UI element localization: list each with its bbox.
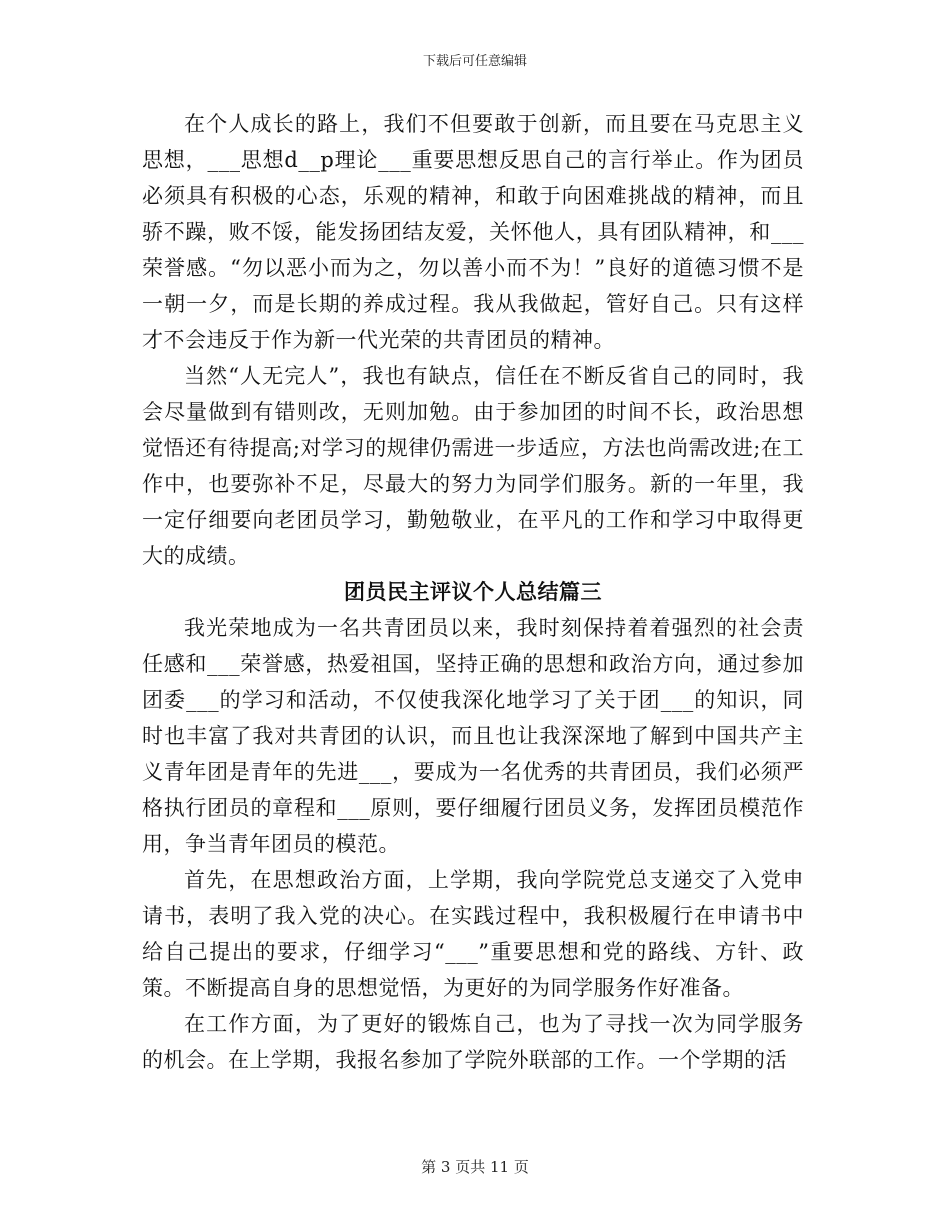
paragraph-5: 在工作方面，为了更好的锻炼自己，也为了寻找一次为同学服务的机会。在上学期，我报名参加了学院外联部的工作。一个学期的活 xyxy=(142,1012,804,1072)
document-body xyxy=(142,106,804,1078)
page-header: 下载后可任意编辑 xyxy=(422,54,527,69)
page-footer: 第 3 页共 11 页 xyxy=(421,1158,529,1176)
paragraph-1: 在个人成长的路上，我们不但要敢于创新，而且要在马克思主义思想，___思想d__p理论___重要思想反思自己的言行举止。作为团员必须具有积极的心态，乐观的精神，和敢于向困难挑战的精神，而且骄不躁，败不馁，能发扬团结友爱，关怀他人，具有团队精神，和___荣誉感。“勿以恶小而为之，勿以善小而不为！”良好的道德习惯不是一朝一夕，而是长期的养成过程。我从我做起，管好自己。只有这样才不会违反于作为新一代光荣的共青团员的精神。 xyxy=(142,112,804,352)
paragraph-2: 当然“人无完人”，我也有缺点，信任在不断反省自己的同时，我会尽量做到有错则改，无则加勉。由于参加团的时间不长，政治思想觉悟还有待提高;对学习的规律仍需进一步适应，方法也尚需改进;在工作中，也要弥补不足，尽最大的努力为同学们服务。新的一年里，我一定仔细要向老团员学习，勤勉敬业，在平凡的工作和学习中取得更大的成绩。 xyxy=(142,364,804,568)
paragraph-3: 我光荣地成为一名共青团员以来，我时刻保持着着强烈的社会责任感和___荣誉感，热爱祖国，坚持正确的思想和政治方向，通过参加团委___的学习和活动，不仅使我深化地学习了关于团___的知识，同时也丰富了我对共青团的认识，而且也让我深深地了解到中国共产主义青年团是青年的先进___，要成为一名优秀的共青团员，我们必须严格执行团员的章程和___原则，要仔细履行团员义务，发挥团员模范作用，争当青年团员的模范。 xyxy=(142,616,804,856)
section-heading: 团员民主评议个人总结篇三 xyxy=(344,580,602,604)
paragraph-4: 首先，在思想政治方面，上学期，我向学院党总支递交了入党申请书，表明了我入党的决心。在实践过程中，我积极履行在申请书中给自己提出的要求，仔细学习“___”重要思想和党的路线、方针、政策。不断提高自身的思想觉悟，为更好的为同学服务作好准备。 xyxy=(142,868,804,1000)
